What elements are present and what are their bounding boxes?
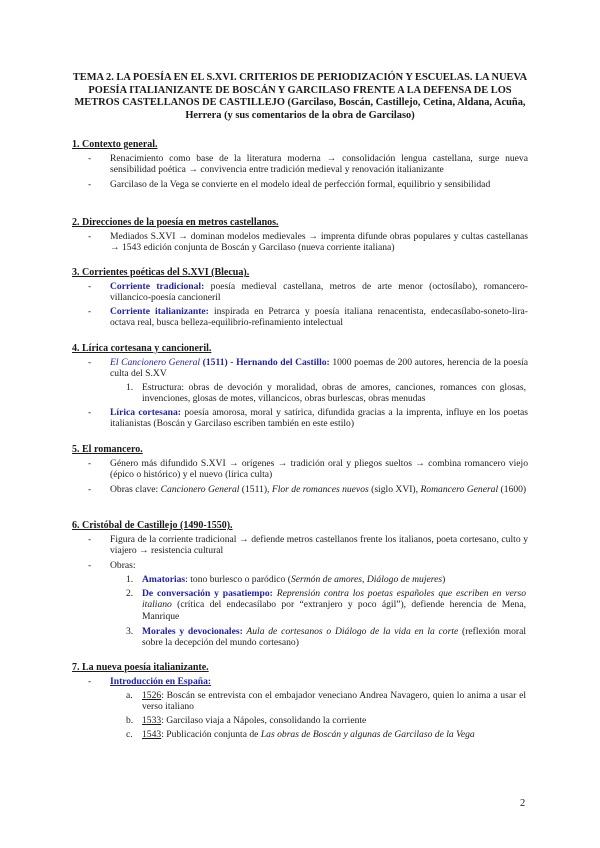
bullet-text: inspirada en Petrarca y poesía italiana renacentista, endecasílabo-soneto-lira-octava real, busca belleza-equilibrio-refinamiento intelectual: [110, 306, 528, 329]
work-title: Cancionero General: [160, 484, 240, 495]
section-3-bullet-1: - Corriente tradicional: poesía medieval castellana, metros de arte menor (octosílabo), romancero-villancico-poesía cancioneril: [88, 281, 528, 304]
section-6-heading: 6. Cristóbal de Castillejo (1490-1550).: [72, 520, 233, 531]
section-1-bullet-1: - Renacimiento como base de la literatura moderna → consolidación lengua castellana, surge nueva sensibilidad poética → convivencia entre tradición medieval y renovación italianizante: [88, 153, 528, 176]
bullet-text: 1000 poemas de 200 autores, herencia de la poesía culta del S.XV: [110, 357, 529, 380]
bullet-text: poesía amorosa, moral y satírica, difundida gracias a la imprenta, influye en los poetas italianistas (Boscán y Garcilaso escriben también en este estilo): [110, 407, 528, 430]
lirica-cortesana-label: Lírica cortesana:: [110, 407, 182, 418]
section-2-bullet-1: - Mediados S.XVI → dominan modelos medievales → imprenta difunde obras populares y cultas castellanas → 1543 edición conjunta de Boscán y Garcilaso (nueva corriente italiana): [88, 231, 528, 254]
section-7-item-c: [126, 729, 526, 740]
bullet-text: Obras:: [110, 560, 136, 571]
item-letter: b.: [126, 715, 134, 726]
section-6-bullet-1: - Figura de la corriente tradicional → defiende metros castellanos frente los italianos, poeta cortesano, culto y viajero → resistencia cultural: [88, 534, 528, 557]
text-run: (crítica del endecasílabo por “extranjero y poco ágil”), defiende herencia de Mena, Manrique: [142, 599, 526, 622]
work-title: Flor de romances nuevos: [271, 484, 369, 495]
text-run: (1600): [498, 484, 527, 495]
section-6-numbered-1: [126, 574, 526, 585]
text-run: (reflexión moral sobre la decepción del mundo cortesano): [142, 626, 526, 649]
section-2-heading: 2. Direcciones de la poesía en metros castellanos.: [72, 217, 279, 228]
section-7-heading: 7. La nueva poesía italianizante.: [72, 662, 209, 673]
section-3-bullet-2: - Corriente italianizante: inspirada en Petrarca y poesía italiana renacentista, endecasílabo-soneto-lira-octava real, busca belleza-equilibrio-refinamiento intelectual: [88, 306, 528, 329]
section-5-bullet-2: - Obras clave: Cancionero General (1511), Flor de romances nuevos (siglo XVI), Romancero General (1600): [88, 484, 527, 495]
text-run: : Boscán se entrevista con el embajador veneciano Andrea Navagero, quien lo anima a usar el verso italiano: [142, 690, 526, 713]
cancionero-general-title: El Cancionero General: [110, 357, 201, 368]
text-run: Obras clave:: [110, 484, 161, 495]
item-number: 1.: [126, 574, 134, 585]
section-4-bullet-1: - El Cancionero General (1511) - Hernando del Castillo: 1000 poemas de 200 autores, herencia de la poesía culta del S.XV: [88, 357, 529, 380]
work-title: Diálogo de mujeres: [366, 574, 443, 585]
text-run: (1511),: [239, 484, 272, 495]
bullet-text: Género más difundido S.XVI → orígenes → tradición oral y pliegos sueltos → combina romancero viejo (épico o histórico) y el nuevo (lírica culta): [110, 458, 528, 481]
work-title: Las obras de Boscán y algunas de Garcilaso de la Vega: [260, 729, 475, 740]
bullet-text: Figura de la corriente tradicional → defiende metros castellanos frente los italianos, poeta cortesano, culto y viajero → resistencia cultural: [110, 534, 528, 557]
bullet-text: Renacimiento como base de la literatura moderna → consolidación lengua castellana, surge nueva sensibilidad poética → convivencia entre tradición medieval y renovación italianizante: [110, 153, 528, 176]
bullet-text: Mediados S.XVI → dominan modelos medievales → imprenta difunde obras populares y cultas castellanas → 1543 edición conjunta de Boscán y Garcilaso (nueva corriente italiana): [110, 231, 528, 254]
section-7-bullet-1: - Introducción en España:: [88, 676, 212, 687]
introduccion-label: Introducción en España:: [110, 676, 212, 687]
year: 1543: [142, 729, 162, 740]
section-3-heading: 3. Corrientes poéticas del S.XVI (Blecua).: [72, 267, 250, 278]
section-5-heading: 5. El romancero.: [72, 444, 143, 455]
item-letter: c.: [126, 729, 133, 740]
text-run: : Publicación conjunta de: [161, 729, 261, 740]
section-1-heading: 1. Contexto general.: [72, 139, 158, 150]
cancionero-label: (1511) - Hernando del Castillo:: [200, 357, 330, 368]
text-run: ): [442, 574, 446, 585]
section-4-heading: 4. Lírica cortesana y cancioneril.: [72, 343, 212, 354]
work-title: Aula de cortesanos o Diálogo de la vida en la corte: [242, 626, 459, 637]
corriente-tradicional-label: Corriente tradicional:: [110, 281, 205, 292]
section-6-bullet-2: - Obras:: [88, 560, 528, 571]
morales-label: Morales y devocionales:: [142, 626, 243, 637]
work-title: Romancero General: [420, 484, 499, 495]
conversacion-label: De conversación y pasatiempo:: [142, 588, 273, 599]
item-letter: a.: [126, 690, 133, 701]
work-title: Reprensión contra los poetas españoles que escriben en verso italiano: [142, 588, 526, 611]
work-title: Sermón de amores: [290, 574, 363, 585]
section-6-numbered-3: [126, 626, 526, 649]
text-run: (siglo XVI),: [368, 484, 421, 495]
text-run: ,: [362, 574, 367, 585]
corriente-italianizante-label: Corriente italianizante:: [110, 306, 209, 317]
text-run: : tono burlesco o paródico (: [185, 574, 291, 585]
section-7-item-b: [126, 715, 526, 726]
section-5-bullet-1: - Género más difundido S.XVI → orígenes → tradición oral y pliegos sueltos → combina romancero viejo (épico o histórico) y el nuevo (lírica culta): [88, 458, 528, 481]
page-title: TEMA 2. LA POESÍA EN EL S.XVI. CRITERIOS DE PERIODIZACIÓN Y ESCUELAS. LA NUEVA POESÍA ITALIANIZANTE DE BOSCÁN Y GARCILASO FRENTE A LA DEFENSA DE LOS METROS CASTELLANOS DE CASTILLEJO (Garcilaso, Boscán, Castillejo, Cetina, Aldana, Acuña, Herrera (y sus comentarios de la obra de Garcilaso): [72, 72, 528, 121]
year: 1526: [142, 690, 162, 701]
item-text: Estructura: obras de devoción y moralidad, obras de amores, canciones, romances con glosas, invenciones, glosas de motes, villancicos, obras burlescas, obras menudas: [142, 382, 526, 405]
amatorias-label: Amatorias: [142, 574, 186, 585]
text-run: : Garcilaso viaja a Nápoles, consolidando la corriente: [161, 715, 367, 726]
bullet-text: Garcilaso de la Vega se convierte en el modelo ideal de perfección formal, equilibrio y sensibilidad: [110, 179, 491, 190]
item-number: 3.: [126, 626, 134, 637]
section-7-item-a: [126, 690, 526, 713]
page-number: 2: [520, 798, 526, 809]
bullet-text: poesía medieval castellana, metros de arte menor (octosílabo), romancero-villancico-poesía cancioneril: [110, 281, 528, 304]
section-1-bullet-2: - Garcilaso de la Vega se convierte en el modelo ideal de perfección formal, equilibrio y sensibilidad: [88, 179, 528, 190]
section-4-bullet-2: - Lírica cortesana: poesía amorosa, moral y satírica, difundida gracias a la imprenta, influye en los poetas italianistas (Boscán y Garcilaso escriben también en este estilo): [88, 407, 528, 430]
item-number: 2.: [126, 588, 134, 599]
section-6-numbered-2: [126, 588, 526, 622]
item-number: 1.: [126, 382, 134, 393]
section-4-numbered-1: [126, 382, 526, 405]
year: 1533: [142, 715, 162, 726]
